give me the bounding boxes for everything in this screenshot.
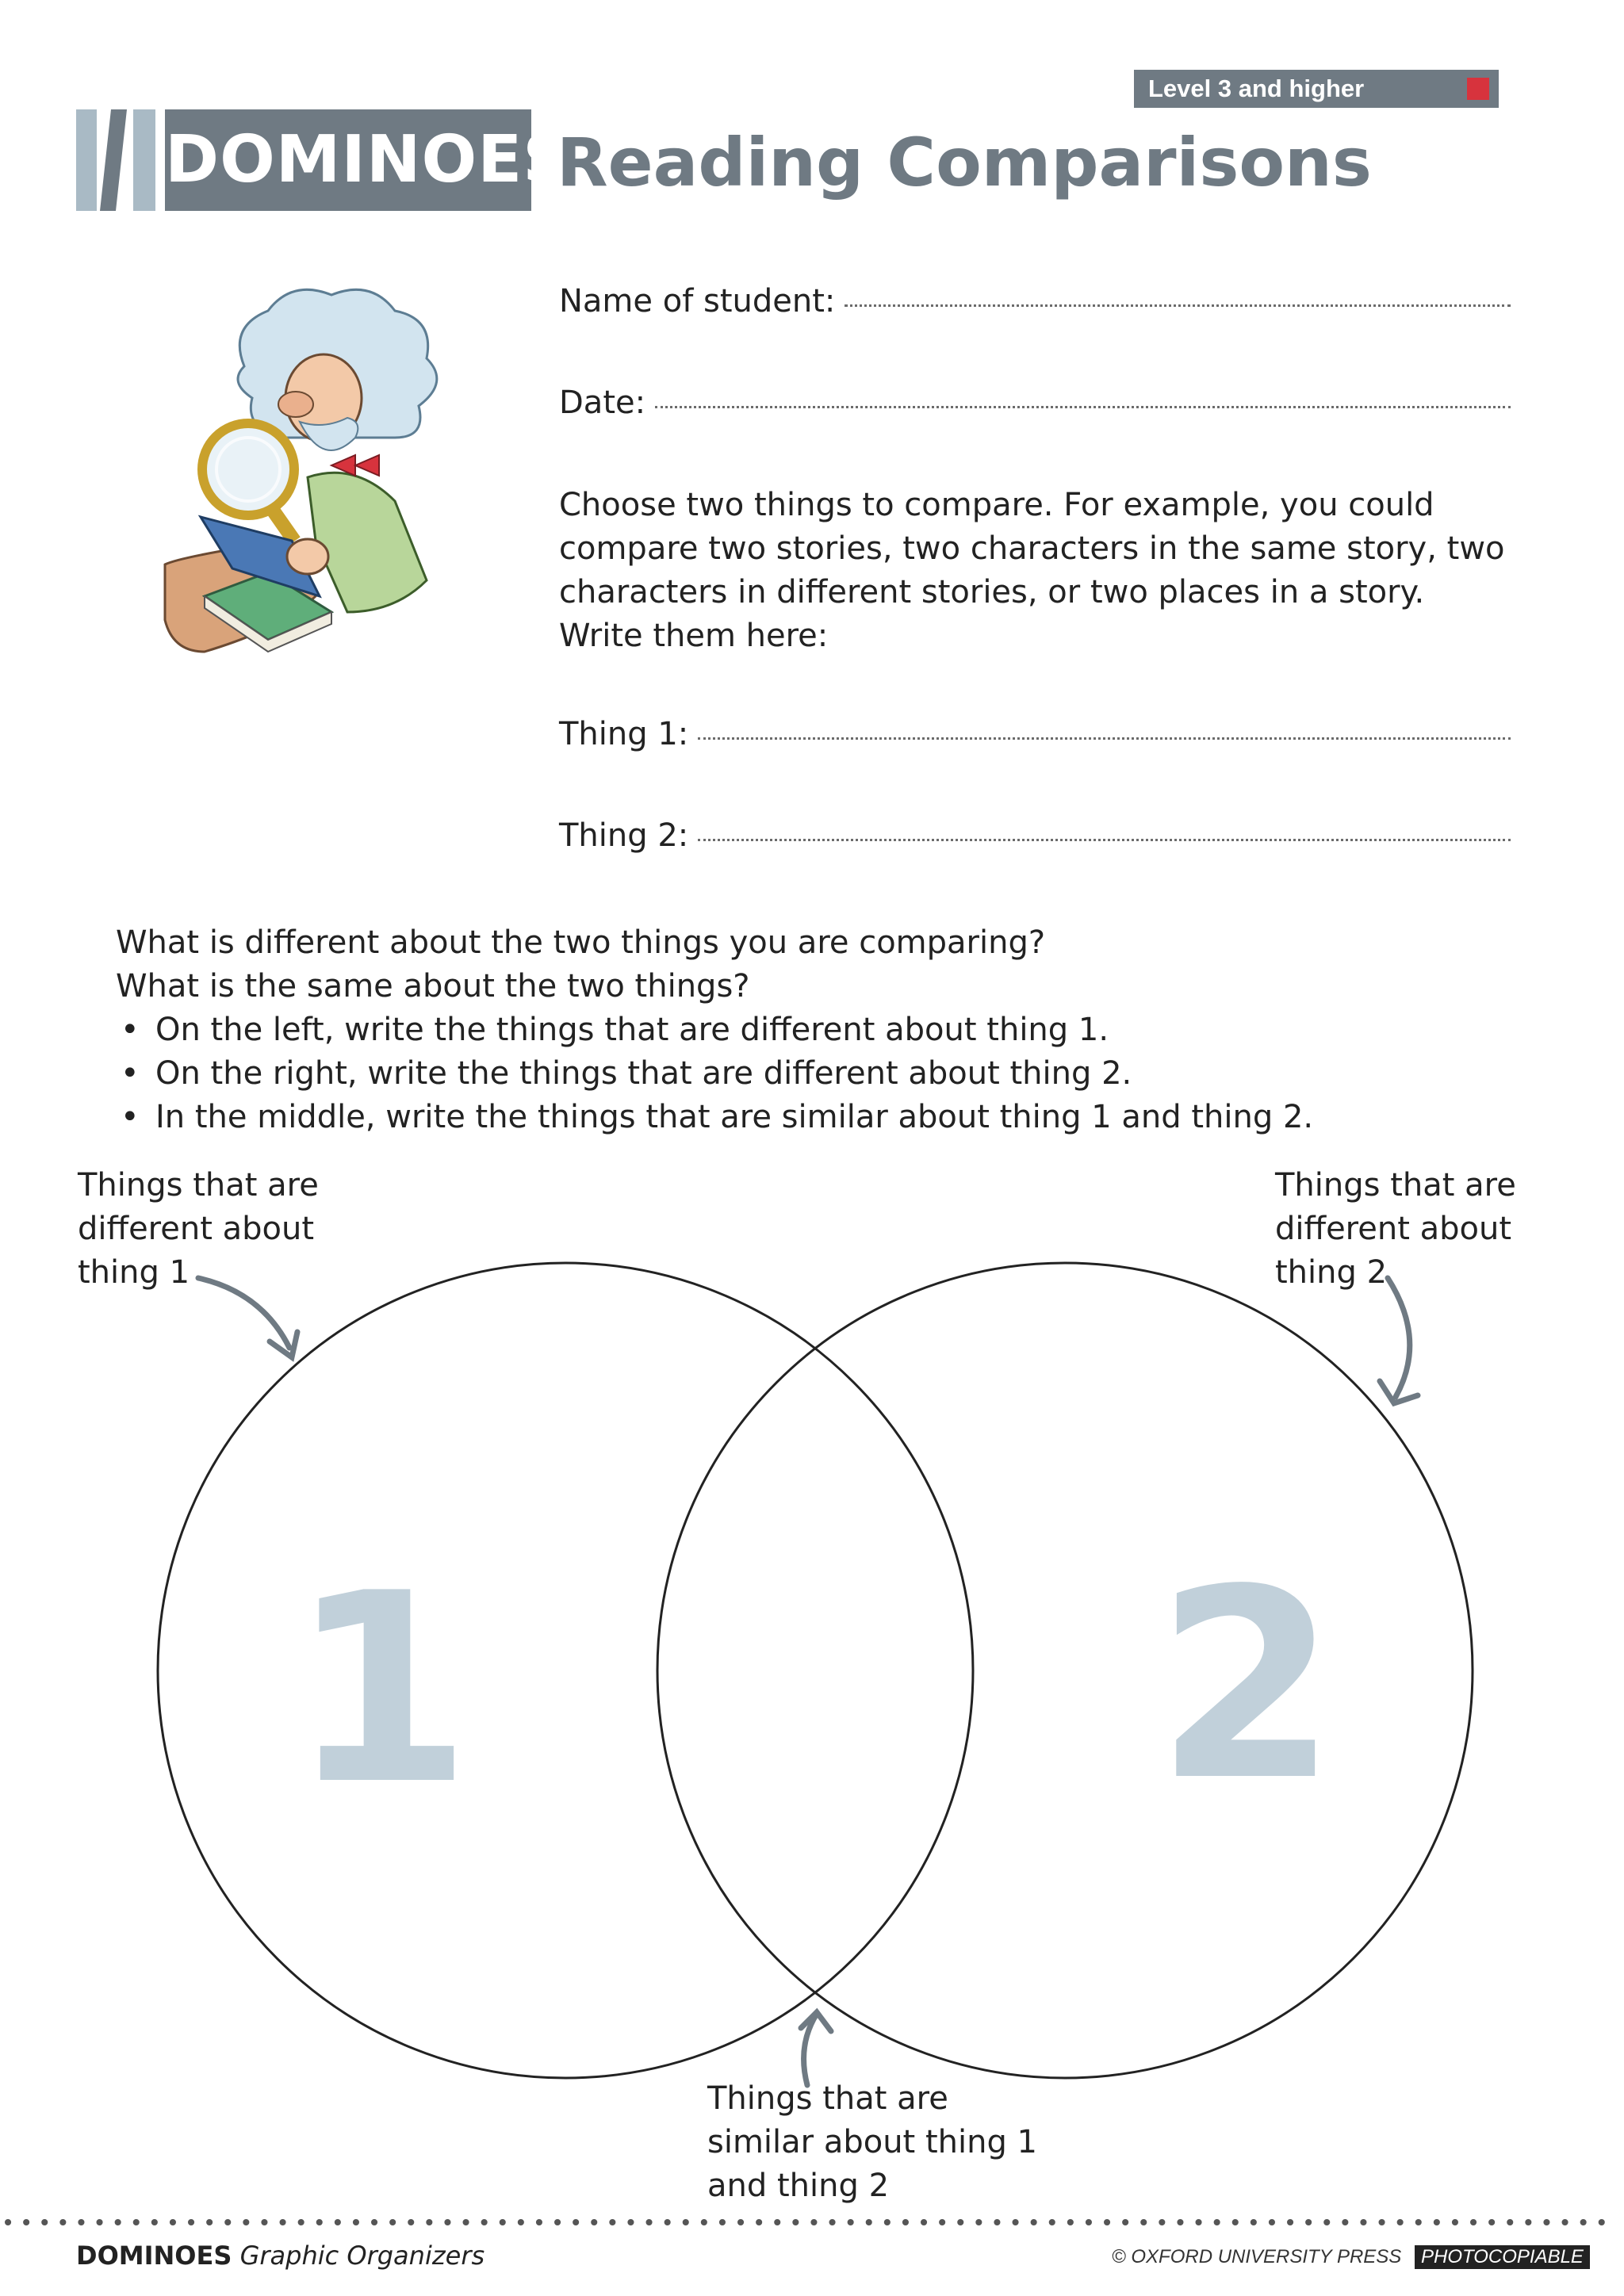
circle-thing-1[interactable]	[158, 1263, 973, 2078]
footer-brand-name: DOMINOES	[76, 2241, 232, 2271]
middle-arrow-icon	[801, 2012, 831, 2085]
student-name-label: Name of student:	[559, 283, 836, 320]
level-badge-text: Level 3 and higher	[1148, 75, 1365, 102]
circle-1-number: 1	[289, 1537, 472, 1842]
label-line: Things that are	[707, 2080, 948, 2117]
instruction-line: characters in different stories, or two places in a story.	[559, 574, 1425, 610]
footer-subtitle: Graphic Organizers	[239, 2241, 485, 2271]
right-circle-label	[1275, 1164, 1516, 1295]
question-line: What is the same about the two things?	[116, 968, 750, 1004]
label-line: Things that are	[1275, 1167, 1516, 1203]
thing1-label: Thing 1:	[559, 716, 689, 752]
instruction-line: Choose two things to compare. For example, you could	[559, 487, 1434, 523]
label-line: thing 2	[1275, 1254, 1388, 1291]
right-arrow-icon	[1380, 1278, 1418, 1403]
bullet-item: • On the left, write the things that are different about thing 1.	[116, 1008, 1543, 1052]
dominoes-logo: DOMINOES	[165, 109, 531, 211]
label-line: and thing 2	[707, 2168, 890, 2204]
footer-brand	[76, 2241, 485, 2271]
circle-2-number: 2	[1155, 1533, 1338, 1838]
instruction-line: compare two stories, two characters in the same story, two	[559, 530, 1505, 567]
question-line: What is different about the two things you are comparing?	[116, 924, 1046, 961]
label-line: similar about thing 1	[707, 2124, 1037, 2160]
copyright-text: © OXFORD UNIVERSITY PRESS	[1112, 2246, 1402, 2267]
footer-copyright	[1112, 2245, 1590, 2269]
label-line: different about	[78, 1211, 315, 1247]
label-line: Things that are	[78, 1167, 319, 1203]
label-line: different about	[1275, 1211, 1512, 1247]
label-line: thing 1	[78, 1254, 190, 1291]
date-label: Date:	[559, 385, 646, 421]
page-title: Reading Comparisons	[557, 124, 1372, 201]
thing2-label: Thing 2:	[559, 817, 689, 854]
middle-overlap-label	[707, 2077, 1037, 2208]
circle-thing-2[interactable]	[657, 1263, 1473, 2078]
bullet-item: • On the right, write the things that are different about thing 2.	[116, 1052, 1543, 1096]
photocopiable-badge: PHOTOCOPIABLE	[1415, 2245, 1590, 2269]
left-circle-label	[78, 1164, 319, 1295]
bullet-item: • In the middle, write the things that are similar about thing 1 and thing 2.	[116, 1096, 1543, 1139]
instruction-line: Write them here:	[559, 618, 829, 654]
